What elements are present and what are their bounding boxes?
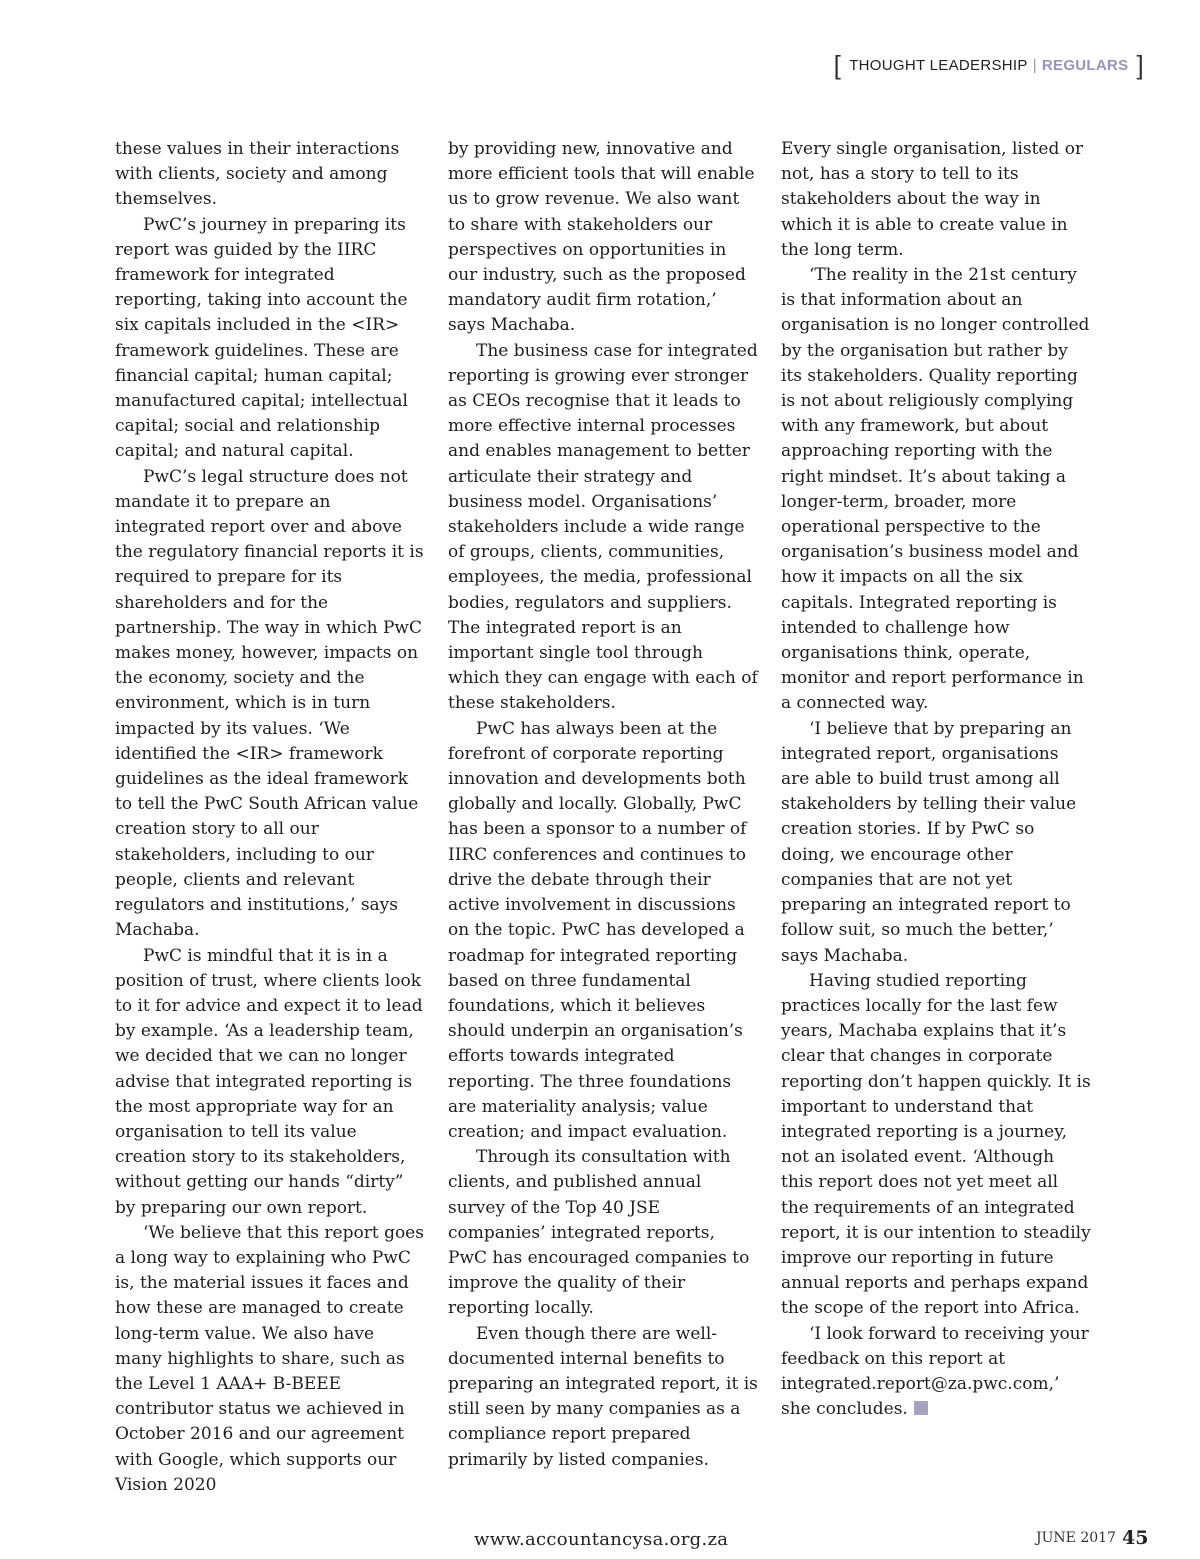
paragraph: Every single organisation, listed or not, has a story to tell to its stakeholders about the way in which it is able to create value in the long term. <box>781 139 1084 260</box>
final-paragraph-text: ‘I look forward to receiving your feedback on this report at integrated.report@za.pwc.com,’ she concludes. <box>781 1323 1089 1420</box>
header-subsection-label: REGULARS <box>1041 56 1129 74</box>
paragraph: PwC has always been at the forefront of corporate reporting innovation and developments both globally and locally. Globally, PwC has been a sponsor to a number of IIRC conferences and continues to drive the debate through their active involvement in discussions on the topic. PwC has developed a roadmap for integrated reporting based on three fundamental foundations, which it believes should underpin an organisation’s efforts towards integrated reporting. The three foundations are materiality analysis; value creation; and impact evaluation. <box>448 718 747 1142</box>
page-number: 45 <box>1122 1527 1149 1549</box>
paragraph: Having studied reporting practices locally for the last few years, Machaba explains that it’s clear that changes in corporate reporting don’t happen quickly. It is important to understand that integrated reporting is a journey, not an isolated event. ‘Although this report does not yet meet all the requirements of an integrated report, it is our intention to steadily improve our reporting in future annual reports and perhaps expand the scope of the report into Africa. <box>781 970 1091 1319</box>
paragraph: these values in their interactions with clients, society and among themselves. <box>115 139 400 210</box>
paragraph: ‘I believe that by preparing an integrated report, organisations are able to build trust among all stakeholders by telling their value creation stories. If by PwC so doing, we encourage other companies that are not yet preparing an integrated report to follow suit, so much the better,’ says Machaba. <box>781 718 1077 966</box>
paragraph: by providing new, innovative and more efficient tools that will enable us to grow revenue. We also want to share with stakeholders our perspectives on opportunities in our industry, such as the proposed mandatory audit firm rotation,’ says Machaba. <box>448 139 755 336</box>
footer-issue-date: JUNE 2017 <box>1036 1530 1116 1546</box>
article-column-1 <box>115 137 425 1498</box>
paragraph: ‘We believe that this report goes a long way to explaining who PwC is, the material issues it faces and how these are managed to create long-term value. We also have many highlights to share, such as the Level 1 AAA+ B-BEEE contributor status we achieved in October 2016 and our agreement with Google, which supports our Vision 2020 <box>115 1222 424 1495</box>
right-bracket: ] <box>1136 50 1144 80</box>
article-column-2 <box>448 137 758 1473</box>
paragraph: ‘The reality in the 21st century is that information about an organisation is no longer controlled by the organisation but rather by its stakeholders. Quality reporting is not about religiously complying with any framework, but about approaching reporting with the right mindset. It’s about taking a longer-term, broader, more operational perspective to the organisation’s business model and how it impacts on all the six capitals. Integrated reporting is intended to challenge how organisations think, operate, monitor and report performance in a connected way. <box>781 265 1090 714</box>
article-column-3 <box>781 137 1091 1422</box>
paragraph: Through its consultation with clients, and published annual survey of the Top 40 JSE companies’ integrated reports, PwC has encouraged companies to improve the quality of their reporting locally. <box>448 1147 750 1319</box>
final-paragraph <box>781 1322 1091 1423</box>
header-separator: | <box>1032 56 1037 74</box>
left-bracket: [ <box>833 50 842 80</box>
end-of-article-icon <box>914 1401 928 1415</box>
header-section-label: THOUGHT LEADERSHIP <box>849 56 1028 74</box>
paragraph: Even though there are well-documented internal benefits to preparing an integrated report, it is still seen by many companies as a compliance report prepared primarily by listed companies. <box>448 1323 758 1470</box>
paragraph: The business case for integrated reporting is growing ever stronger as CEOs recognise that it leads to more effective internal processes and enables management to better articulate their strategy and business model. Organisations’ stakeholders include a wide range of groups, clients, communities, employees, the media, professional bodies, regulators and suppliers. The integrated report is an important single tool through which they can engage with each of these stakeholders. <box>448 340 758 714</box>
paragraph: PwC’s legal structure does not mandate it to prepare an integrated report over and above the regulatory financial reports it is required to prepare for its shareholders and for the partnership. The way in which PwC makes money, however, impacts on the economy, society and the environment, which is in turn impacted by its values. ‘We identified the <IR> framework guidelines as the ideal framework to tell the PwC South African value creation story to all our stakeholders, including to our people, clients and relevant regulators and institutions,’ says Machaba. <box>115 466 424 941</box>
paragraph: PwC is mindful that it is in a position of trust, where clients look to it for advice and expect it to lead by example. ‘As a leadership team, we decided that we can no longer advise that integrated reporting is the most appropriate way for an organisation to tell its value creation story to its stakeholders, without getting our hands “dirty” by preparing our own report. <box>115 945 423 1218</box>
footer-website: www.accountancysa.org.za <box>474 1529 729 1550</box>
paragraph: PwC’s journey in preparing its report was guided by the IIRC framework for integrated reporting, taking into account the six capitals included in the <IR> framework guidelines. These are financial capital; human capital; manufactured capital; intellectual capital; social and relationship capital; and natural capital. <box>115 214 408 462</box>
section-header <box>834 52 1144 78</box>
